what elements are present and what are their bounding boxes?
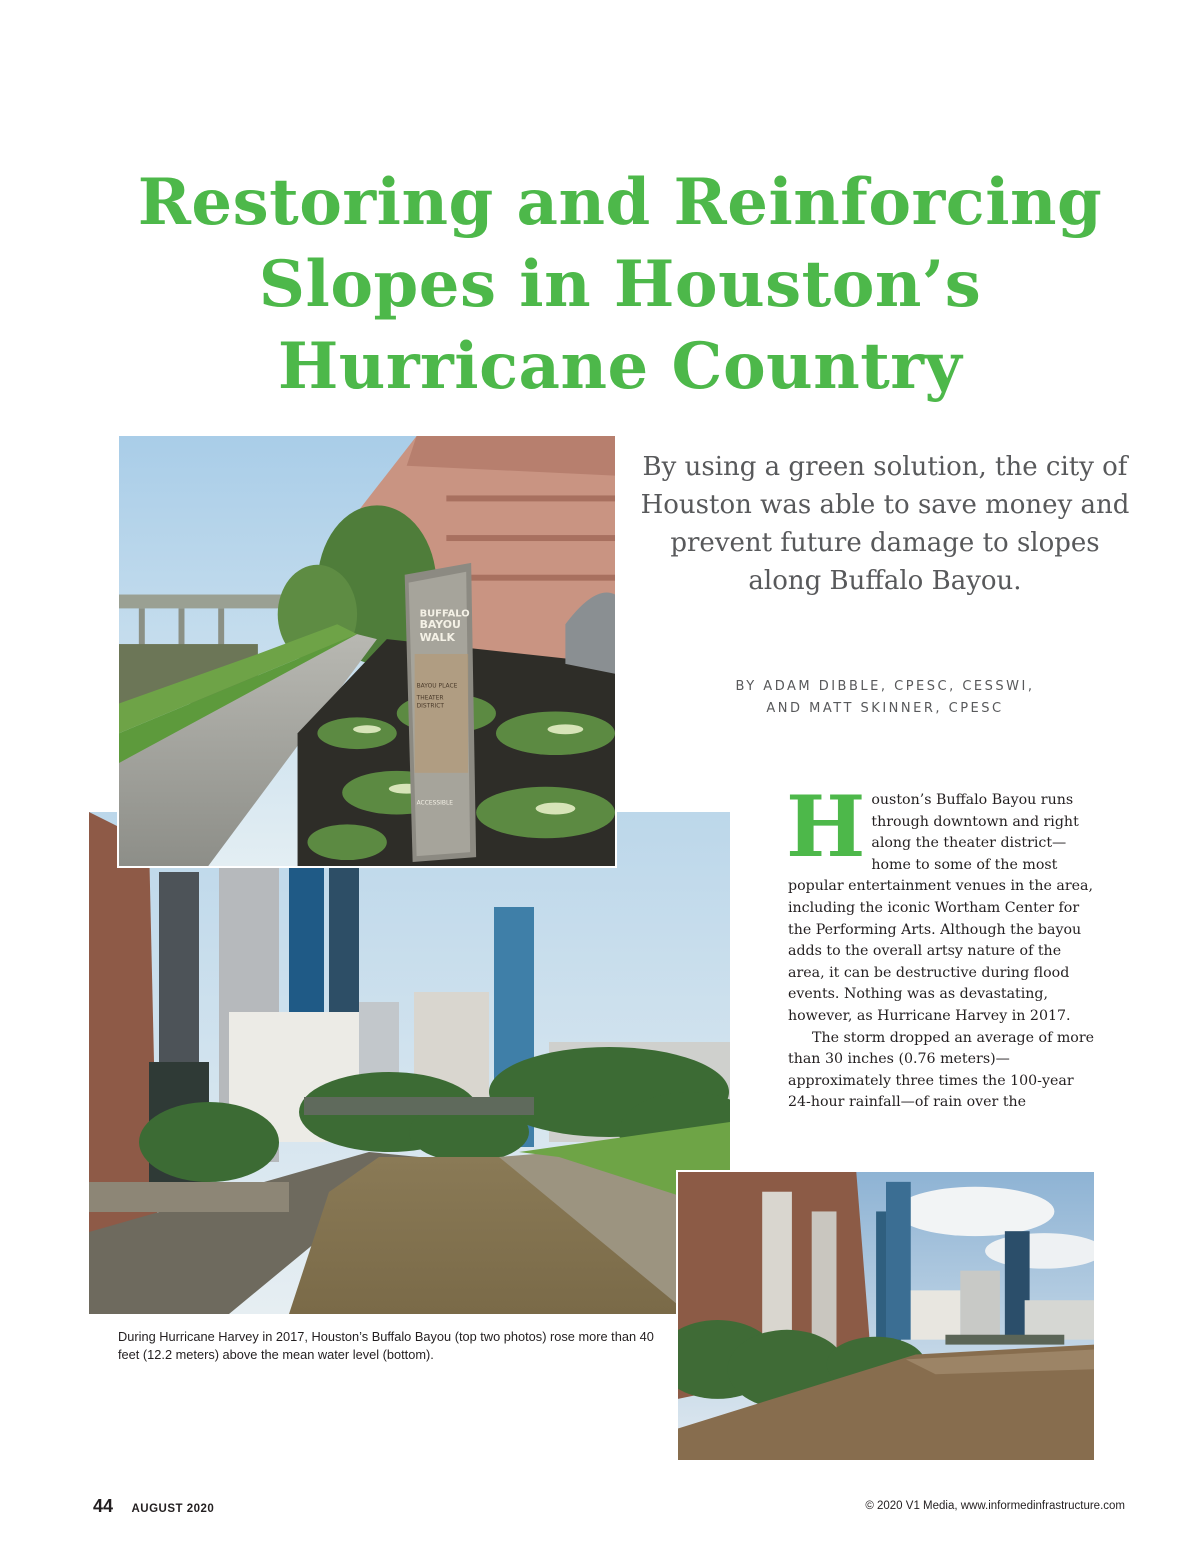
article-body [786, 777, 1098, 1114]
byline-line-2: AND MATT SKINNER, CPESC [766, 701, 1004, 716]
footer-folio [93, 1496, 214, 1517]
sign-text-line-1: BUFFALO [419, 608, 470, 620]
photo-flooded-bayou-image [89, 812, 730, 1314]
article-title [60, 162, 1180, 408]
photo-bayou-walk-image [119, 436, 615, 866]
photo-caption: During Hurricane Harvey in 2017, Houston’s Buffalo Bayou (top two photos) rose more than 40 feet (12.2 meters) above the mean water level (bottom). [118, 1329, 654, 1362]
title-line-1: Restoring and Reinforcing [137, 165, 1103, 240]
body-paragraph-1 [786, 777, 1098, 1028]
page-number: 44 [93, 1496, 114, 1516]
issue-date: AUGUST 2020 [131, 1503, 215, 1515]
byline [640, 676, 1130, 720]
byline-line-1: BY ADAM DIBBLE, CPESC, CESSWI, [735, 679, 1035, 694]
photo-mean-water-level-image [678, 1172, 1094, 1460]
title-line-2: Slopes in Houston’s [258, 247, 982, 322]
drop-cap: H [786, 777, 866, 876]
sign-accessible: ACCESSIBLE [416, 799, 454, 807]
sign-text-line-2: BAYOU [419, 618, 461, 632]
sign-dest-1: BAYOU PLACE [416, 682, 458, 690]
body-paragraph-1-text: ouston’s Buffalo Bayou runs through downtown and right along the theater district—home to some of the most popular entertainment venues in the area, including the iconic Wortham Center for the Performing Arts. Although the bayou adds to the overall artsy nature of the area, it can be destructive during flood events. Nothing was as devastating, however, as Hurricane Harvey in 2017. [788, 792, 1093, 1024]
body-paragraph-2: The storm dropped an average of more than 30 inches (0.76 meters)—approximately three times the 100-year 24-hour rainfall—of rain over the [788, 1029, 1095, 1111]
photo-mean-water-level [676, 1170, 1096, 1462]
footer-copyright: © 2020 V1 Media, www.informedinfrastructure.com [865, 1500, 1125, 1512]
photo-bayou-walk [117, 434, 617, 868]
sign-dest-3: DISTRICT [416, 702, 444, 710]
title-line-3: Hurricane Country [277, 329, 963, 404]
sign-dest-2: THEATER [416, 694, 444, 702]
article-deck: By using a green solution, the city of Houston was able to save money and prevent future damage to slopes along Buffalo Bayou. [640, 452, 1130, 596]
photo-flooded-bayou [89, 812, 730, 1314]
sign-text-line-3: WALK [419, 631, 455, 645]
